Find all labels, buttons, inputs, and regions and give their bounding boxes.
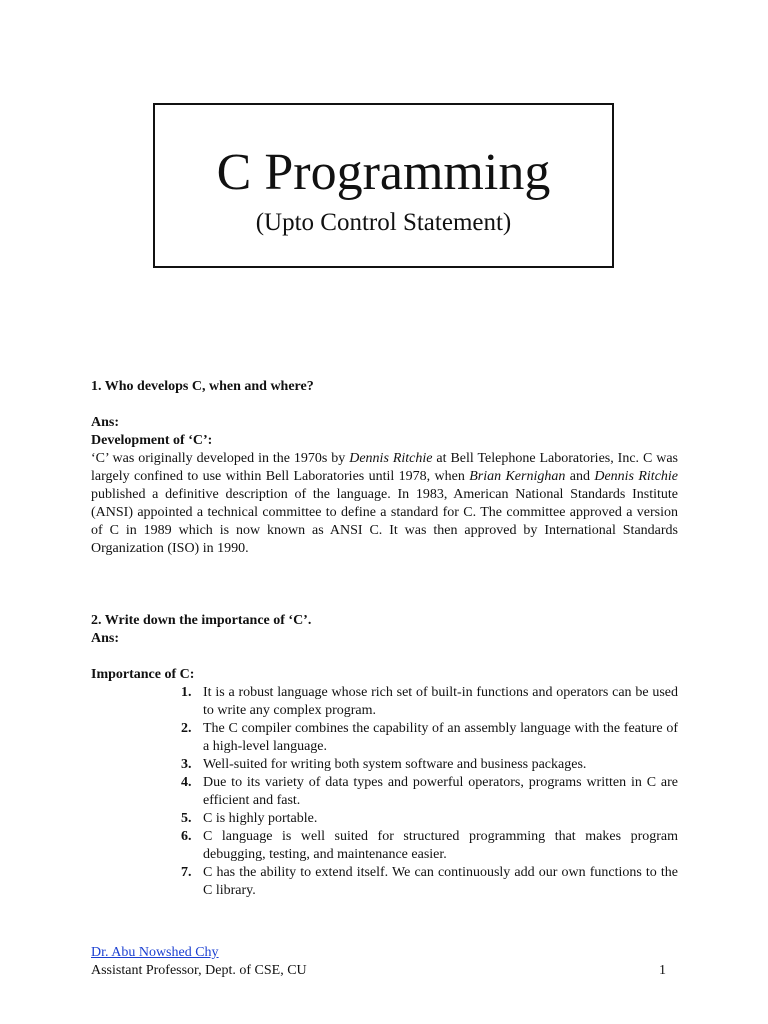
list-item: 1. It is a robust language whose rich set of built-in functions and operators can be used to write any complex program. xyxy=(181,685,678,718)
answer-1-heading: Development of ‘C’: xyxy=(91,433,213,448)
author-role: Assistant Professor, Dept. of CSE, CU xyxy=(91,963,307,978)
page-number: 1 xyxy=(659,963,666,978)
document-body xyxy=(91,378,678,900)
list-item: 7. C has the ability to extend itself. We can continuously add our own functions to the C library. xyxy=(181,865,678,898)
question-1: 1. Who develops C, when and where? xyxy=(91,379,314,394)
question-2: 2. Write down the importance of ‘C’. xyxy=(91,613,312,628)
list-item: 3. Well-suited for writing both system software and business packages. xyxy=(181,757,587,772)
person-name: Dennis Ritchie xyxy=(349,451,433,466)
footer-row xyxy=(91,962,678,980)
answer-2-label: Ans: xyxy=(91,631,120,646)
person-name: Dennis Ritchie xyxy=(594,469,679,484)
answer-1-label: Ans: xyxy=(91,415,120,430)
list-item: 2. The C compiler combines the capability of an assembly language with the feature of a high-level language. xyxy=(181,721,678,754)
list-item: 6. C language is well suited for structured programming that makes program debugging, testing, and maintenance easier. xyxy=(181,829,678,862)
answer-1-paragraph: ‘C’ was originally developed in the 1970s by Dennis Ritchie at Bell Telephone Laboratories, Inc. C was largely confined to use within Bell Laboratories until 1978, when Brian Kernighan and Dennis Ritchie published a definitive description of the language. In 1983, American National Standards Institute (ANSI) appointed a technical committee to define a standard for C. The committee approved a version of C in 1989 which is now known as ANSI C. It was then approved by International Standards Organization (ISO) in 1990. xyxy=(91,451,679,556)
person-name: Brian Kernighan xyxy=(469,469,566,484)
document-subtitle: (Upto Control Statement) xyxy=(255,209,512,236)
document-title: C Programming xyxy=(216,144,551,201)
answer-2-heading: Importance of C: xyxy=(91,667,195,682)
list-item: 5. C is highly portable. xyxy=(181,811,318,826)
author-link[interactable]: Dr. Abu Nowshed Chy xyxy=(91,945,219,960)
page-footer xyxy=(91,944,678,980)
importance-list xyxy=(175,684,678,900)
list-item: 4. Due to its variety of data types and powerful operators, programs written in C are efficient and fast. xyxy=(181,775,678,808)
title-box xyxy=(153,103,614,268)
